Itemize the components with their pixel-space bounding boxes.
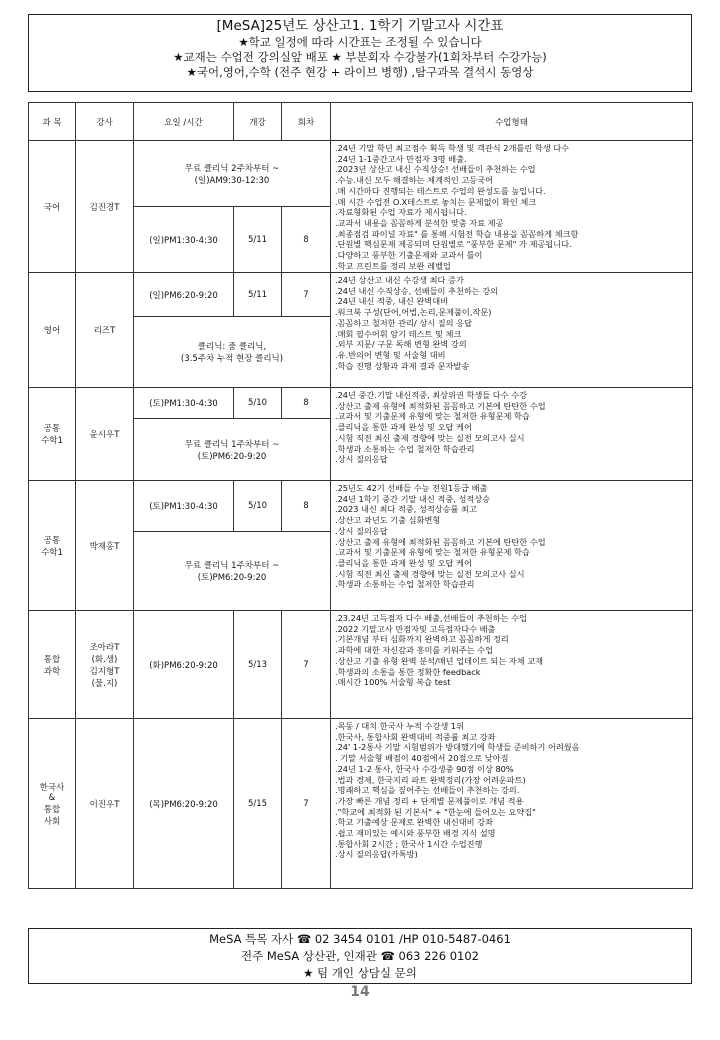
sessions-cell: 7: [282, 719, 331, 889]
description-line: .워크북 구성(단어,어법,논리,문제풀이,작문): [335, 307, 492, 318]
description-line: .24년 내신 적중, 내신 완벽대비: [335, 296, 449, 307]
table-row: [29, 388, 693, 419]
description-line: .24년 1학기 중간 기말 내신 적중, 성적상승: [335, 493, 491, 504]
sessions-cell: 7: [282, 273, 331, 317]
description-line: .자료형화된 수업 자료가 제시됩니다.: [335, 207, 467, 218]
column-header: 수업형태: [331, 103, 693, 141]
description-line: .통합사회 2시간 ; 한국사 1시간 수업진행: [335, 838, 483, 849]
contact-line: 전주 MeSA 상산관, 인재관 ☎ 063 226 0102: [241, 949, 479, 963]
description-cell: [331, 719, 693, 889]
notice-line: ★국어,영어,수학 (전주 현강 + 라이브 병행) ,탐구과목 결석시 동영상: [186, 65, 534, 79]
description-line: .24년 중간.기말 내신적중, 최상위권 학생들 다수 수강: [335, 390, 528, 400]
description-line: .2023년 상산고 내신 수직상승! 선배들이 추천하는 수업: [335, 164, 536, 175]
time-cell: (토)PM1:30-4:30: [134, 388, 234, 419]
time-cell: (일)PM6:20-9:20: [134, 273, 234, 317]
description-line: .24년 내신 수직상승, 선배들이 추천하는 강의: [335, 285, 499, 296]
notice-line: ★교재는 수업전 강의실앞 배포 ★ 부분회자 수강불가(1회차부터 수강가능): [173, 50, 547, 64]
description-line: .24' 1-2통사 기말 시험범위가 방대했기에 학생들 준비하기 어려웠음: [335, 742, 580, 753]
description-line: .클리닉을 통한 과제 완성 및 오답 케어: [335, 557, 472, 568]
column-header: 강사: [76, 103, 134, 141]
subject-cell: 공통 수학1: [29, 388, 76, 481]
description-line: .단원별 핵심문제 제공되며 단원별로 "풍부한 문제" 가 제공됩니다.: [335, 239, 572, 250]
time-cell: (목)PM6:20-9:20: [134, 719, 234, 889]
teacher-cell: 박재홍T: [76, 481, 134, 611]
description-line: .24년 1-1중간고사 만점자 3명 배출.: [335, 153, 467, 164]
footer-box: [28, 928, 692, 984]
description-line: ."학교에 최적화 된 기본서" + "한눈에 들어오는 요약집": [335, 806, 536, 817]
description-line: .매시간 100% 서술형 복습 test: [335, 677, 451, 688]
description-line: .명쾌하고 핵심을 짚어주는 선배들이 추천하는 강의.: [335, 785, 520, 796]
start-date-cell: 5/15: [234, 719, 282, 889]
clinic-cell: 무료 클리닉 2주차부터 ~ (일)AM9:30-12:30: [134, 141, 331, 207]
clinic-cell: 클리닉: 줌 클리닉, (3.5주차 누적 현장 클리닉): [134, 317, 331, 388]
teacher-cell: 리즈T: [76, 273, 134, 388]
sessions-cell: 8: [282, 388, 331, 419]
description-cell: [331, 273, 693, 388]
description-line: .시험 직전 최신 출제 경향에 맞는 실전 모의고사 실시: [335, 432, 525, 443]
description-line: .매 시간마다 진행되는 테스트로 수업의 완성도를 높입니다.: [335, 185, 546, 196]
sessions-cell: 8: [282, 207, 331, 273]
schedule-table: [28, 102, 693, 889]
description-line: .학교 프린트를 정리 보완 레벨업: [335, 260, 451, 271]
column-header: 요일 /시간: [134, 103, 234, 141]
description-line: .가장 빠른 개념 정리 + 단계별 문제풀이로 개념 적용: [335, 795, 524, 806]
teacher-cell: 조아라T (화.생) 김지형T (물.지): [76, 611, 134, 719]
description-line: .학생과의 소통을 통한 정확한 feedback: [335, 666, 481, 677]
table-row: [29, 273, 693, 317]
notice-line: ★학교 일정에 따라 시간표는 조정될 수 있습니다: [238, 35, 482, 49]
subject-cell: 한국사 & 통합 사회: [29, 719, 76, 889]
start-date-cell: 5/11: [234, 207, 282, 273]
description-line: .매회 필수어휘 암기 테스트 및 체크: [335, 328, 462, 339]
start-date-cell: 5/10: [234, 388, 282, 419]
column-header: 과 목: [29, 103, 76, 141]
description-line: .교과서 내용을 꼼꼼하게 분석한 맞춤 자료 제공: [335, 217, 504, 228]
description-line: .상시 질의응답: [335, 454, 388, 465]
description-line: .학생과 소통하는 수업 철저한 학습관리: [335, 443, 475, 454]
description-line: .다양하고 풍부한 기출문제와 교과서 틀이: [335, 250, 483, 261]
contact-line: MeSA 특목 자사 ☎ 02 3454 0101 /HP 010-5487-0461: [209, 932, 511, 946]
table-row: [29, 141, 693, 207]
contact-line: ★ 팀 개인 상담실 문의: [303, 966, 417, 980]
description-line: .2023 내신 최다 적중, 성적상승률 최고: [335, 504, 477, 515]
description-cell: [331, 481, 693, 611]
description-cell: [331, 141, 693, 273]
column-header: 회차: [282, 103, 331, 141]
description-line: .꼼꼼하고 철저한 관리/ 상시 질의 응답: [335, 317, 473, 328]
description-line: .상산고 출제 유형에 최적화된 꼼꼼하고 기본에 탄탄한 수업: [335, 400, 546, 411]
description-line: .학교 기출예상 문제로 완벽한 내신대비 강좌: [335, 817, 493, 828]
description-line: .최종점검 파이널 자료" 를 통해 시험전 학습 내용을 꼼꼼하게 체크함: [335, 228, 579, 239]
description-line: .과학에 대한 자신감과 흥미를 키워주는 수업: [335, 645, 493, 656]
description-line: .24년 1-2 통사, 한국사 수강생중 90점 이상 80%: [335, 763, 514, 774]
time-cell: (일)PM1:30-4:30: [134, 207, 234, 273]
sessions-cell: 8: [282, 481, 331, 532]
description-cell: [331, 388, 693, 481]
header-box: [28, 14, 692, 92]
description-line: .매 시간 수업전 O.X테스트로 놓치는 문제없이 확인 체크: [335, 196, 537, 207]
clinic-cell: 무료 클리닉 1주차부터 ~ (토)PM6:20-9:20: [134, 532, 331, 611]
description-line: .상시 질의응답: [335, 525, 388, 536]
description-line: .기본개념 부터 심화까지 완벽하고 꼼꼼하게 정리: [335, 634, 509, 645]
description-line: .쉽고 재미있는 예시와 풍부한 배경 지식 설명: [335, 828, 496, 839]
start-date-cell: 5/10: [234, 481, 282, 532]
subject-cell: 공통 수학1: [29, 481, 76, 611]
subject-cell: 영어: [29, 273, 76, 388]
description-cell: [331, 611, 693, 719]
description-line: .클리닉을 통한 과제 완성 및 오답 케어: [335, 422, 472, 433]
description-line: .2022 기말고사 만점자및 고득점자다수 배출: [335, 623, 496, 634]
table-row: [29, 481, 693, 532]
description-line: .상산고 출제 유형에 최적화된 꼼꼼하고 기본에 탄탄한 수업: [335, 536, 546, 547]
teacher-cell: 김진경T: [76, 141, 134, 273]
start-date-cell: 5/11: [234, 273, 282, 317]
description-line: .목동 / 대치 한국사 누적 수강생 1위: [335, 721, 465, 731]
description-line: .학생과 소통하는 수업 철저한 학습관리: [335, 579, 475, 590]
time-cell: (토)PM1:30-4:30: [134, 481, 234, 532]
description-line: .외부 지문/ 구문 독해 변형 완벽 강의: [335, 339, 467, 350]
subject-cell: 국어: [29, 141, 76, 273]
description-line: .교과서 및 기출문제 유형에 맞는 철저한 유형문제 학습: [335, 411, 530, 422]
teacher-cell: 윤시우T: [76, 388, 134, 481]
description-line: .한국사, 통합사회 완벽대비 적중률 최고 강좌: [335, 731, 496, 742]
description-line: .교과서 및 기출문제 유형에 맞는 철저한 유형문제 학습: [335, 547, 530, 558]
description-line: .수능.내신 모두 해결하는 체계적인 고등국어: [335, 175, 493, 186]
description-line: .25년도 42기 선배들 수능 전원1등급 배출: [335, 483, 488, 493]
time-cell: (화)PM6:20-9:20: [134, 611, 234, 719]
description-line: .상산고 기출 유형 완벽 분석/매년 업데이트 되는 자체 교재: [335, 655, 544, 666]
description-line: .24년 기말 학년 최고점수 획득 학생 및 객관식 2개틀린 학생 다수: [335, 143, 570, 153]
sessions-cell: 7: [282, 611, 331, 719]
teacher-cell: 이진우T: [76, 719, 134, 889]
subject-cell: 통합 과학: [29, 611, 76, 719]
page-number: 14: [350, 984, 370, 1000]
description-line: .상산고 과년도 기출 심화변형: [335, 515, 441, 526]
start-date-cell: 5/13: [234, 611, 282, 719]
description-line: . 기말 서술형 배점이 40점에서 20점으로 낮아짐: [335, 753, 509, 764]
description-line: .상시 질의응답(카톡방): [335, 849, 418, 860]
table-header-row: [29, 103, 693, 141]
table-row: [29, 611, 693, 719]
clinic-cell: 무료 클리닉 1주차부터 ~ (토)PM6:20-9:20: [134, 419, 331, 481]
page-title: [MeSA]25년도 상산고1. 1학기 기말고사 시간표: [216, 18, 504, 34]
description-line: .학습 진행 상황과 과제 결과 문자발송: [335, 360, 470, 371]
description-line: .23.24년 고득점자 다수 배출,선배들이 추천하는 수업: [335, 613, 527, 623]
description-line: .유.반의어 변형 및 서술형 대비: [335, 349, 446, 360]
description-line: .시험 직전 최신 출제 경향에 맞는 실전 모의고사 실시: [335, 568, 525, 579]
description-line: .24년 상산고 내신 수강생 최다 증가: [335, 275, 464, 285]
description-line: .법과 경제, 한국지리 파트 완벽정리(가장 어려운파트): [335, 774, 526, 785]
column-header: 개강: [234, 103, 282, 141]
table-row: [29, 719, 693, 889]
